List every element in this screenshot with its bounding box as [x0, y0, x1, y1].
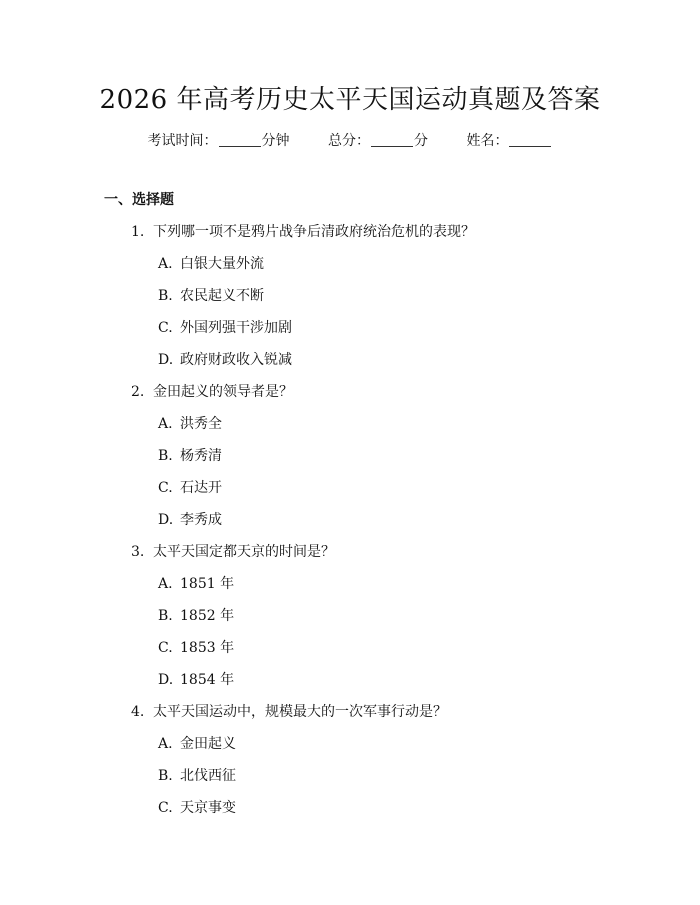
- total-score-unit: 分: [414, 133, 428, 149]
- option-label: A.: [158, 736, 173, 752]
- option-1c: [158, 316, 292, 340]
- option-text: 1853 年: [180, 640, 235, 656]
- option-4a: [158, 732, 236, 756]
- option-label: A.: [158, 576, 173, 592]
- option-label: B.: [158, 768, 173, 784]
- option-label: B.: [158, 448, 173, 464]
- option-3a: [158, 572, 234, 596]
- name-blank: [509, 132, 551, 147]
- option-text: 石达开: [180, 480, 222, 496]
- option-3c: [158, 636, 234, 660]
- option-label: B.: [158, 288, 173, 304]
- page-title: 2026 年高考历史太平天国运动真题及答案: [99, 85, 601, 115]
- question-text: 金田起义的领导者是？: [153, 384, 293, 400]
- option-text: 洪秀全: [180, 416, 222, 432]
- option-label: A.: [158, 256, 173, 272]
- option-1a: [158, 252, 264, 276]
- option-2d: [158, 508, 222, 532]
- question-4: [131, 700, 447, 724]
- question-number: 2.: [131, 384, 145, 400]
- option-4c: [158, 796, 236, 820]
- total-score-label: 总分：: [328, 133, 370, 149]
- option-text: 政府财政收入锐减: [180, 352, 292, 368]
- option-label: D.: [158, 512, 174, 528]
- question-number: 3.: [131, 544, 145, 560]
- option-text: 白银大量外流: [180, 256, 264, 272]
- option-label: C.: [158, 320, 173, 336]
- question-text: 太平天国定都天京的时间是？: [153, 544, 335, 560]
- question-2: [131, 380, 293, 404]
- name-field: [466, 129, 552, 153]
- option-1d: [158, 348, 292, 372]
- name-label: 姓名：: [466, 133, 509, 149]
- option-text: 北伐西征: [180, 768, 236, 784]
- option-label: C.: [158, 800, 173, 816]
- option-2c: [158, 476, 222, 500]
- option-label: C.: [158, 480, 173, 496]
- exam-meta-line: [0, 129, 700, 153]
- question-text: 太平天国运动中，规模最大的一次军事行动是？: [153, 704, 447, 720]
- option-text: 天京事变: [180, 800, 236, 816]
- option-4b: [158, 764, 236, 788]
- option-text: 农民起义不断: [180, 288, 264, 304]
- option-2b: [158, 444, 222, 468]
- option-text: 1854 年: [180, 672, 235, 688]
- option-text: 外国列强干涉加剧: [180, 320, 292, 336]
- question-number: 4.: [131, 704, 145, 720]
- question-3: [131, 540, 335, 564]
- exam-time-field: [148, 129, 290, 153]
- option-label: D.: [158, 352, 174, 368]
- question-1: [131, 220, 475, 244]
- option-text: 杨秀清: [180, 448, 222, 464]
- total-score-blank: [371, 132, 413, 147]
- option-3b: [158, 604, 234, 628]
- option-text: 1851 年: [180, 576, 235, 592]
- exam-time-label: 考试时间：: [147, 133, 218, 149]
- section-title: 一、选择题: [104, 192, 174, 208]
- question-text: 下列哪一项不是鸦片战争后清政府统治危机的表现？: [153, 224, 475, 240]
- option-2a: [158, 412, 222, 436]
- total-score-field: [328, 129, 428, 153]
- exam-time-blank: [219, 132, 261, 147]
- question-number: 1.: [131, 224, 145, 240]
- option-text: 李秀成: [180, 512, 222, 528]
- option-label: A.: [158, 416, 173, 432]
- option-text: 金田起义: [180, 736, 236, 752]
- option-1b: [158, 284, 264, 308]
- option-3d: [158, 668, 234, 692]
- option-text: 1852 年: [180, 608, 235, 624]
- exam-time-unit: 分钟: [261, 133, 290, 149]
- option-label: D.: [158, 672, 174, 688]
- option-label: C.: [158, 640, 173, 656]
- option-label: B.: [158, 608, 173, 624]
